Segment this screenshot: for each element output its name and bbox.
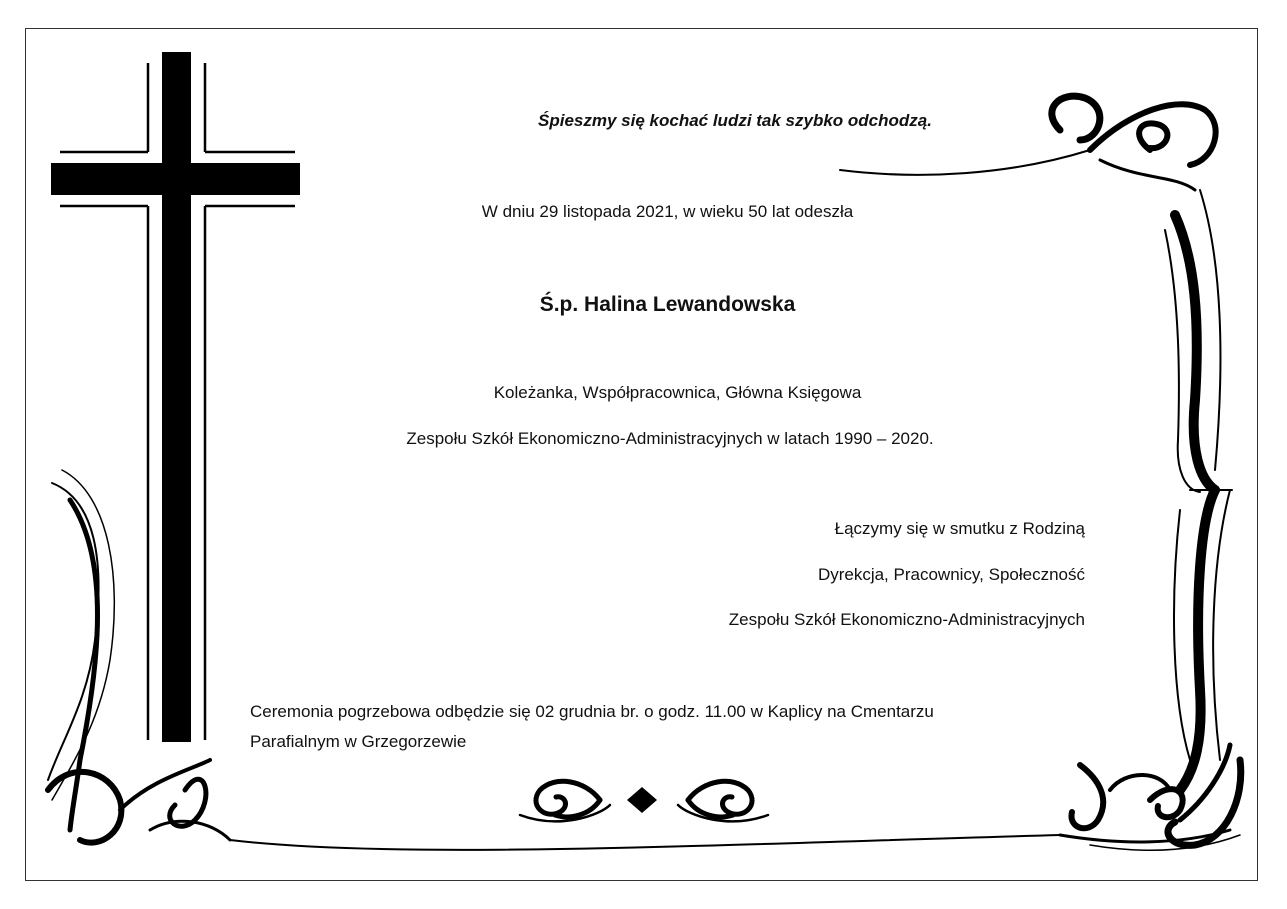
- condolence-line-2: Dyrekcja, Pracownicy, Społeczność: [817, 565, 1085, 584]
- death-date-line: W dniu 29 listopada 2021, w wieku 50 lat odeszła: [481, 202, 854, 221]
- bottom-right-ornament: [1060, 745, 1241, 850]
- deceased-name: Ś.p. Halina Lewandowska: [539, 293, 796, 316]
- role-line-1: Koleżanka, Współpracownica, Główna Księgowa: [493, 383, 862, 402]
- condolence-line-1: Łączymy się w smutku z Rodziną: [834, 519, 1085, 538]
- bottom-center-ornament: [520, 781, 768, 821]
- condolence-line-3: Zespołu Szkół Ekonomiczno-Administracyjnych: [728, 610, 1085, 629]
- ceremony-line-1: Ceremonia pogrzebowa odbędzie się 02 grudnia br. o godz. 11.00 w Kaplicy na Cmentarzu: [250, 702, 934, 721]
- cross-icon: [51, 52, 300, 742]
- ceremony-line-2: Parafialnym w Grzegorzewie: [250, 732, 467, 751]
- right-vine-ornament: [1165, 190, 1232, 790]
- motto-quote: Śpieszmy się kochać ludzi tak szybko odchodzą.: [538, 111, 932, 130]
- role-line-2: Zespołu Szkół Ekonomiczno-Administracyjnych w latach 1990 – 2020.: [406, 429, 934, 448]
